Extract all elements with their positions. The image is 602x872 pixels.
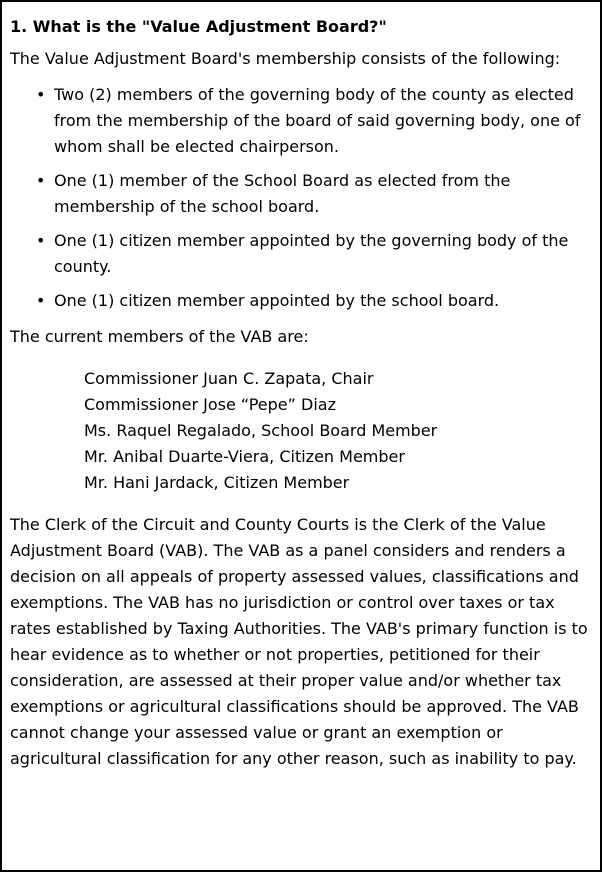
membership-item: • One (1) citizen member appointed by the governing body of the county. <box>54 228 592 280</box>
member-name: Mr. Hani Jardack, Citizen Member <box>84 473 350 492</box>
current-members-list <box>10 366 592 496</box>
member-name: Ms. Raquel Regalado, School Board Member <box>84 421 438 440</box>
faq-content <box>2 2 600 772</box>
current-members-heading: The current members of the VAB are: <box>10 327 309 346</box>
member-name: Commissioner Jose “Pepe” Diaz <box>84 395 336 414</box>
question-title: 1. What is the "Value Adjustment Board?" <box>10 17 387 36</box>
membership-list <box>10 82 592 314</box>
membership-intro: The Value Adjustment Board's membership consists of the following: <box>10 49 561 68</box>
member-name: Mr. Anibal Duarte-Viera, Citizen Member <box>84 447 405 466</box>
member-name: Commissioner Juan C. Zapata, Chair <box>84 369 374 388</box>
membership-item: • One (1) citizen member appointed by the school board. <box>54 288 592 314</box>
membership-item: • Two (2) members of the governing body of the county as elected from the membership of the board of said governing body, one of whom shall be elected chairperson. <box>54 82 592 160</box>
vab-description: The Clerk of the Circuit and County Courts is the Clerk of the Value Adjustment Board (VAB). The VAB as a panel considers and renders a decision on all appeals of property assessed values, classifications and exemptions. The VAB has no jurisdiction or control over taxes or tax rates established by Taxing Authorities. The VAB's primary function is to hear evidence as to whether or not properties, petitioned for their consideration, are assessed at their proper value and/or whether tax exemptions or agricultural classifications should be approved. The VAB cannot change your assessed value or grant an exemption or agricultural classification for any other reason, such as inability to pay. <box>10 515 588 768</box>
membership-item: • One (1) member of the School Board as elected from the membership of the school board. <box>54 168 592 220</box>
